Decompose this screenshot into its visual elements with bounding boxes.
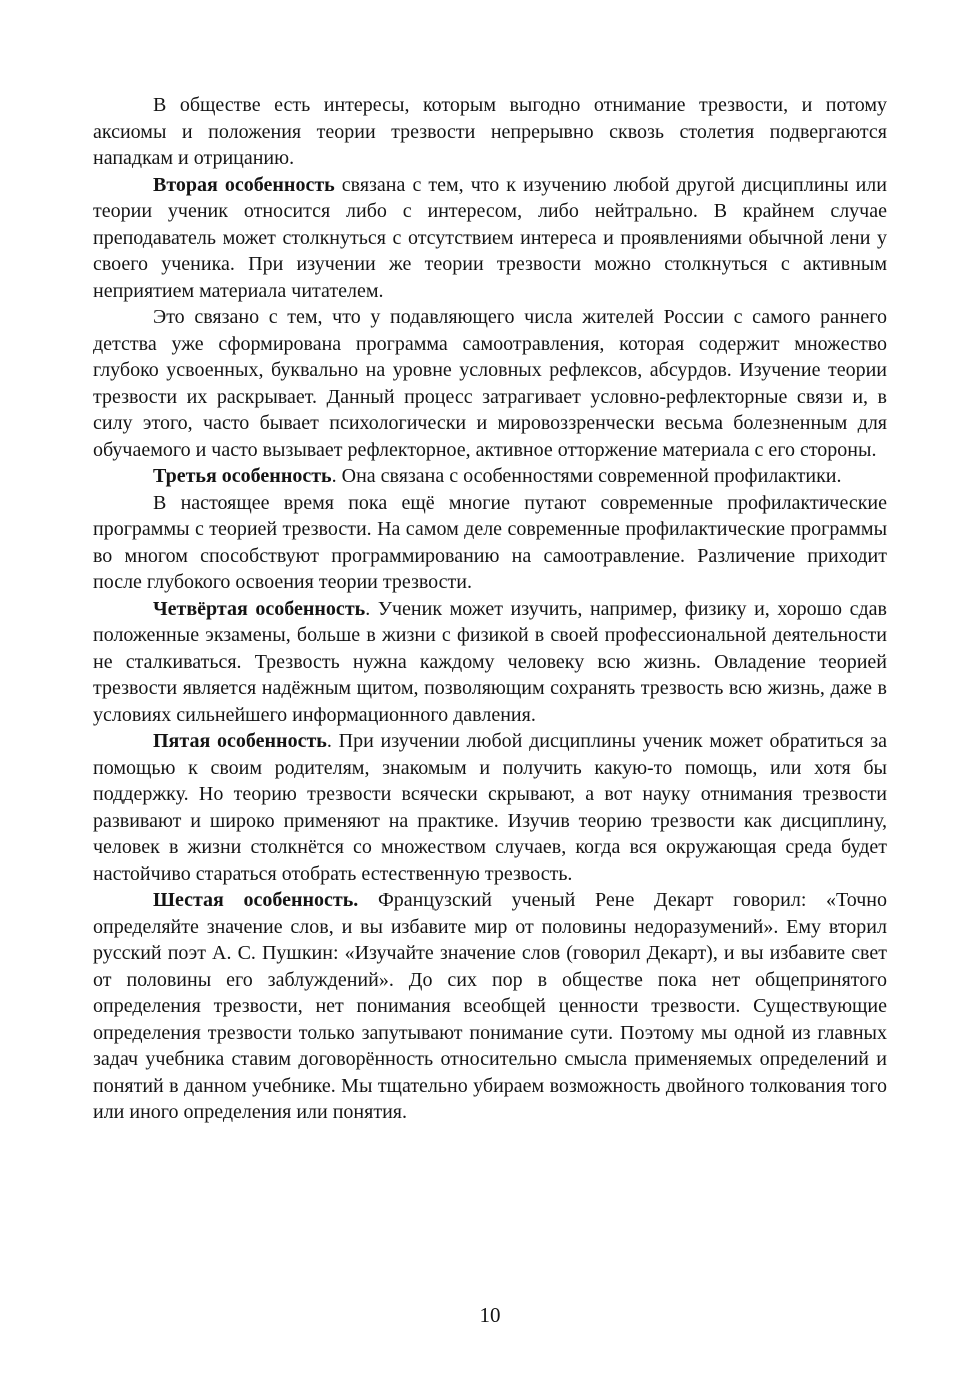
paragraph-7 bbox=[93, 728, 887, 887]
page-body bbox=[93, 92, 887, 1126]
page-number: 10 bbox=[479, 1303, 501, 1327]
paragraph-6-text: . Ученик может изучить, например, физику и, хорошо сдав положенные экзамены, больше в жизни с физикой в своей профессиональной деятельности не сталкиваться. Трезвость нужна каждому человеку всю жизнь. Овладение теорией трезвости является надёжным щитом, позволяющим сохранять трезвость всю жизнь, даже в условиях сильнейшего информационного давления. bbox=[93, 597, 887, 726]
paragraph-7-text: . При изучении любой дисциплины ученик может обратиться за помощью к своим родителям, знакомым и получить какую-то помощь, или хотя бы поддержку. Но теорию трезвости всячески скрывают, а вот науку отнимания трезвости развивают и широко применяют на практике. Изучив теорию трезвости как дисциплину, человек в жизни столкнётся со множеством случаев, когда вся окружающая среда будет настойчиво стараться отобрать естественную трезвость. bbox=[93, 730, 887, 885]
paragraph-8 bbox=[93, 887, 887, 1126]
paragraph-6 bbox=[93, 596, 887, 729]
paragraph-8-lead: Шестая особенность. bbox=[153, 889, 359, 911]
paragraph-5-text: В настоящее время пока ещё многие путают современные профилактические программы с теорией трезвости. На самом деле современные профилактические программы во многом способствуют программированию на самоотравление. Различение приходит после глубокого освоения теории трезвости. bbox=[93, 491, 887, 593]
paragraph-1 bbox=[93, 92, 887, 172]
paragraph-8-text: Французский ученый Рене Декарт говорил: «Точно определяйте значение слов, и вы избавите мир от половины недоразумений». Ему вторил русский поэт А. С. Пушкин: «Изучайте значение слов (говорил Декарт), и вы избавите свет от половины его заблуждений». До сих пор в обществе пока нет общепринятого определения трезвости, нет понимания всеобщей ценности трезвости. Существующие определения трезвости только запутывают понимание сути. Поэтому мы одной из главных задач учебника ставим договорённость относительно смысла применяемых определений и понятий в данном учебнике. Мы тщательно убираем возможность двойного толкования того или иного определения или понятия. bbox=[93, 889, 887, 1123]
paragraph-2-text: связана с тем, что к изучению любой другой дисциплины или теории ученик относится либо с интересом, либо нейтрально. В крайнем случае преподаватель может столкнуться с отсутствием интереса и проявлениями обычной лени у своего ученика. При изучении же теории трезвости можно столкнуться с активным неприятием материала читателем. bbox=[93, 173, 887, 302]
paragraph-4-text: . Она связана с особенностями современной профилактики. bbox=[331, 465, 842, 487]
paragraph-3-text: Это связано с тем, что у подавляющего числа жителей России с самого раннего детства уже сформирована программа самоотравления, которая содержит множество глубоко усвоенных, буквально на уровне условных рефлексов, абсурдов. Изучение теории трезвости их раскрывает. Данный процесс затрагивает условно-рефлекторные связи и, в силу этого, часто бывает психологически и мировоззренчески весьма болезненным для обучаемого и часто вызывает рефлекторное, активное отторжение материала с его стороны. bbox=[93, 306, 887, 461]
paragraph-3 bbox=[93, 304, 887, 463]
paragraph-6-lead: Четвёртая особенность bbox=[153, 597, 366, 620]
paragraph-5 bbox=[93, 490, 887, 596]
paragraph-1-text: В обществе есть интересы, которым выгодно отнимание трезвости, и потому аксиомы и положения теории трезвости непрерывно сквозь столетия подвергаются нападкам и отрицанию. bbox=[93, 94, 887, 169]
paragraph-4 bbox=[93, 463, 887, 490]
paragraph-2 bbox=[93, 172, 887, 305]
paragraph-2-lead: Вторая особенность bbox=[153, 173, 335, 196]
paragraph-4-lead: Третья особенность bbox=[153, 465, 332, 487]
paragraph-7-lead: Пятая особенность bbox=[153, 730, 327, 752]
